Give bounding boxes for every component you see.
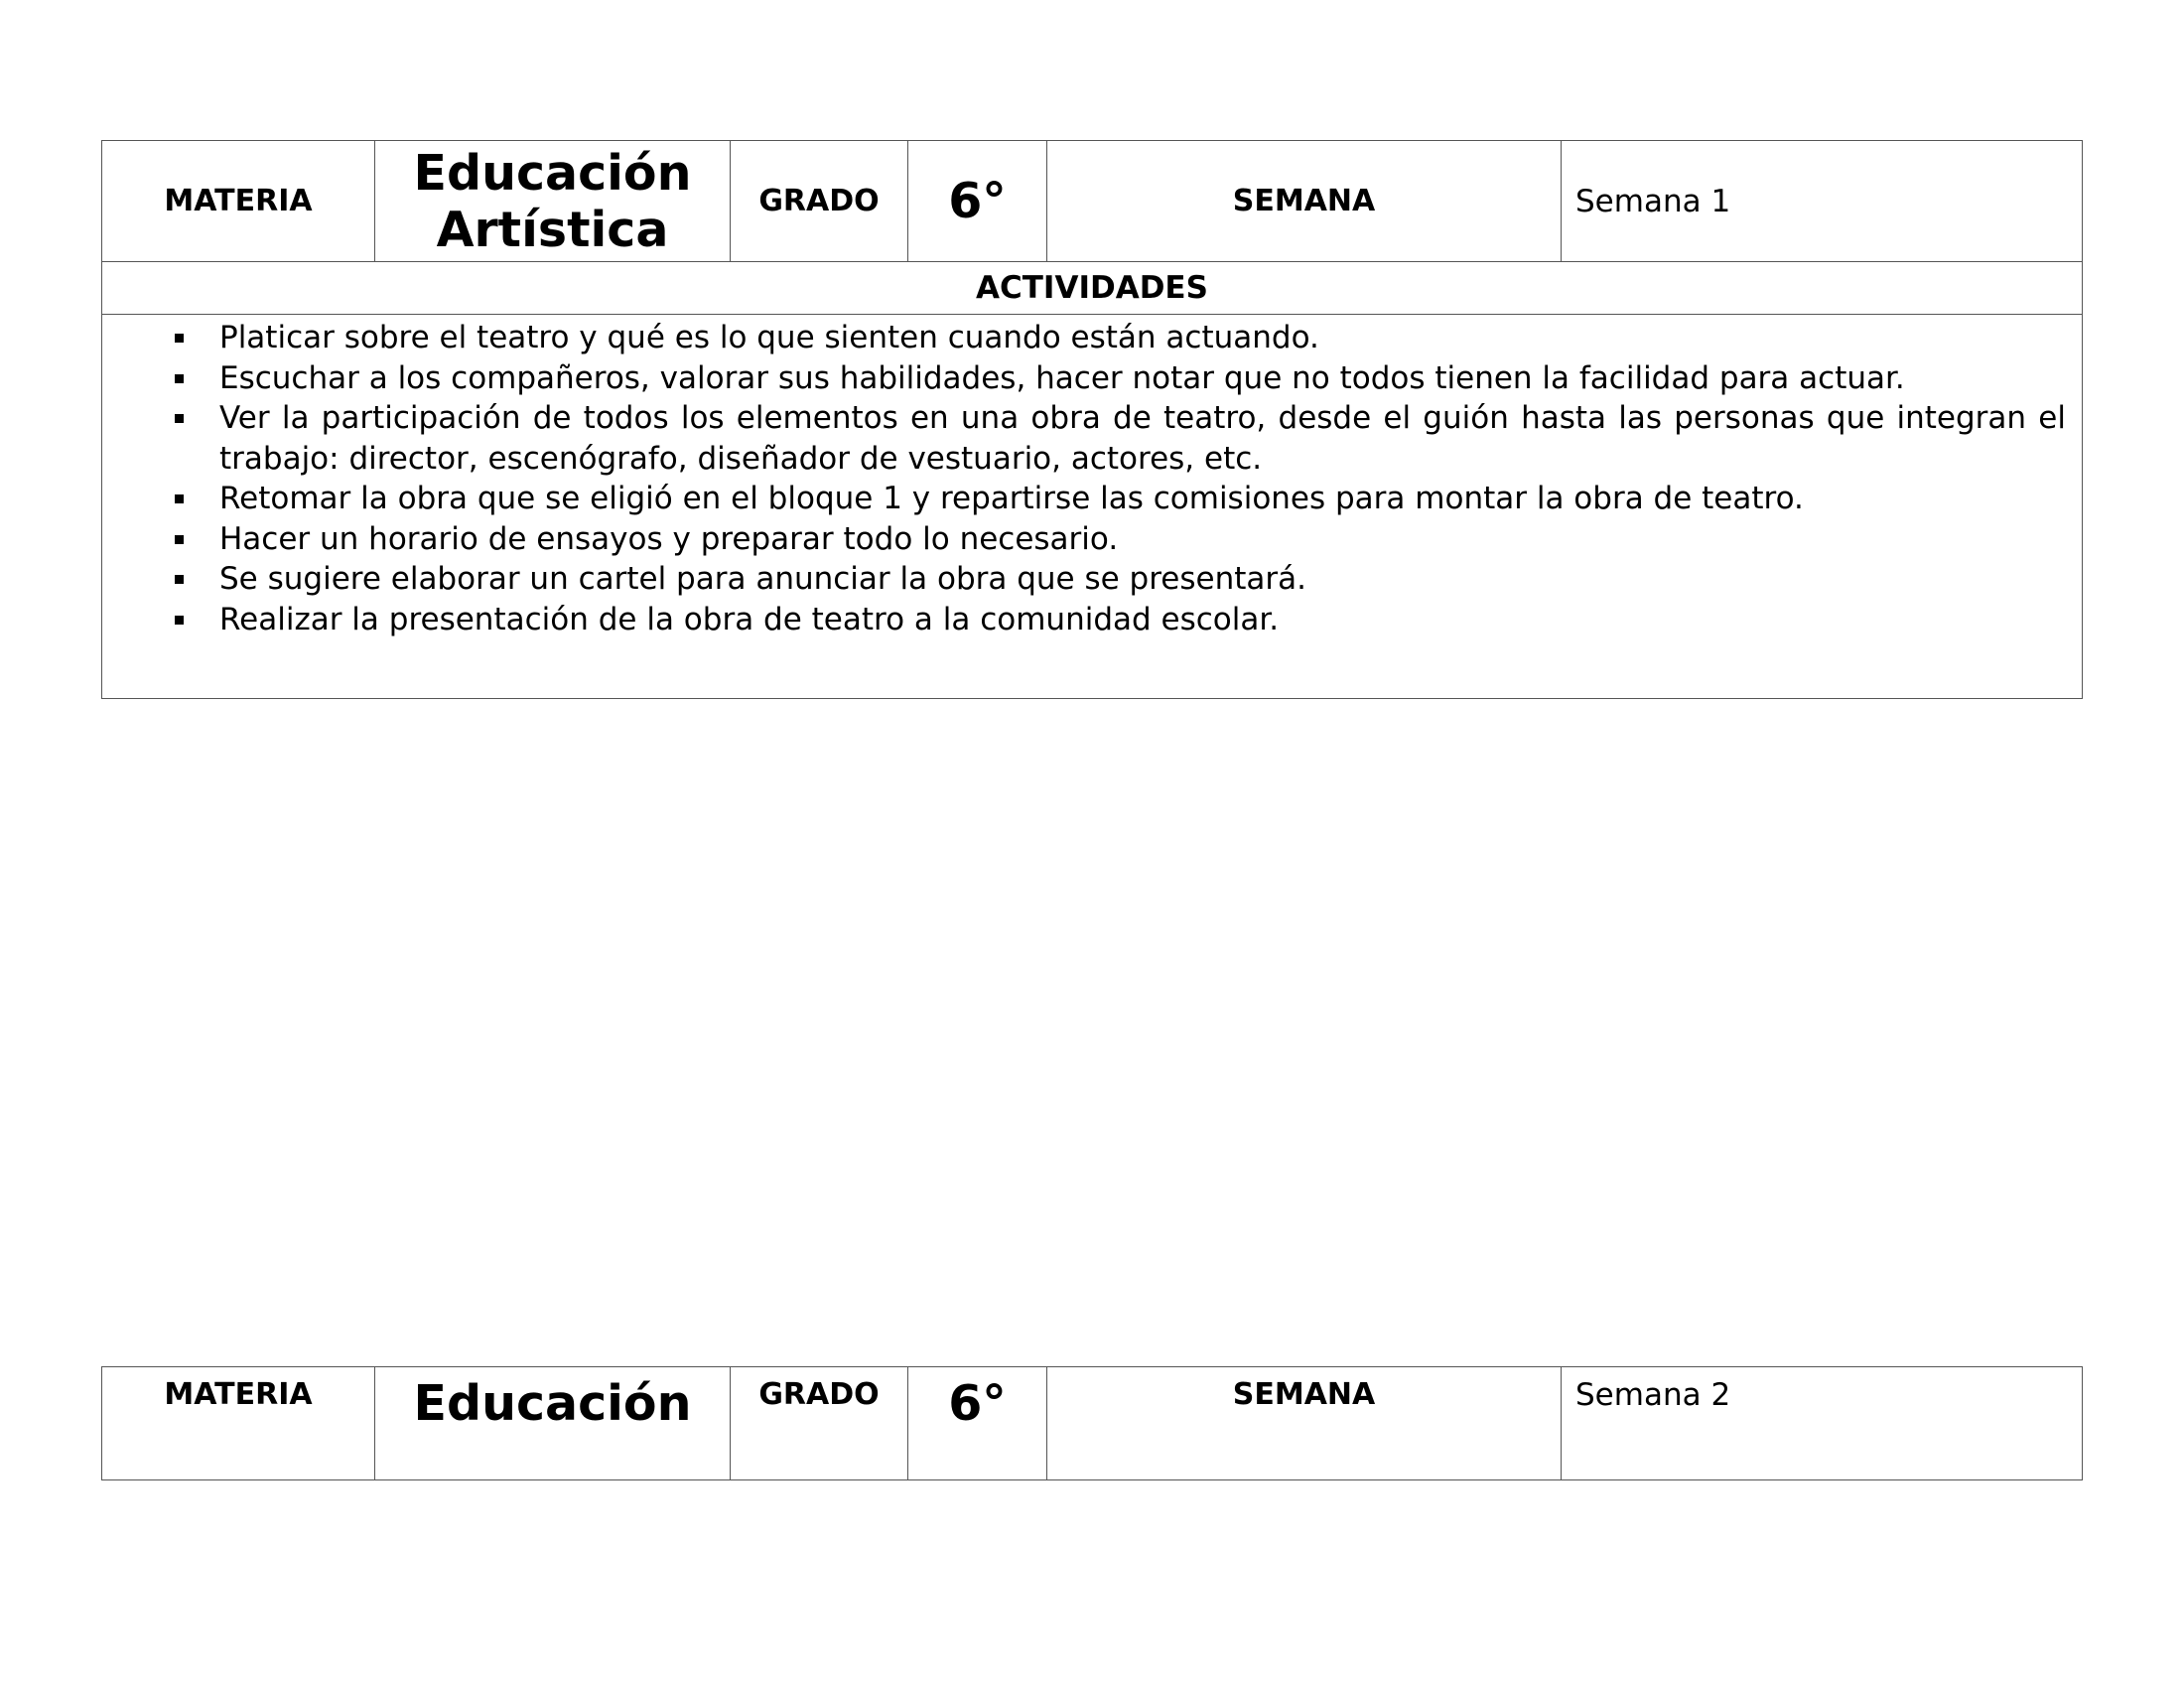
header-row <box>102 141 2083 262</box>
activity-item: Escuchar a los compañeros, valorar sus habilidades, hacer notar que no todos tienen la facilidad para actuar. <box>219 358 2066 399</box>
subject-line-1: Educación <box>413 144 692 202</box>
week-value: Semana 1 <box>1562 141 2083 262</box>
activities-title-row <box>102 262 2083 315</box>
semana-label: SEMANA <box>1047 141 1562 262</box>
materia-label: MATERIA <box>102 141 375 262</box>
materia-label: MATERIA <box>102 1367 375 1480</box>
grade-value: 6° <box>908 141 1047 262</box>
lesson-plan-table-week-1 <box>101 140 2083 699</box>
activity-item: Realizar la presentación de la obra de teatro a la comunidad escolar. <box>219 600 2066 640</box>
semana-label: SEMANA <box>1047 1367 1562 1480</box>
grado-label: GRADO <box>731 141 908 262</box>
activity-item: Se sugiere elaborar un cartel para anunciar la obra que se presentará. <box>219 559 2066 600</box>
week-value: Semana 2 <box>1562 1367 2083 1480</box>
activity-item: Ver la participación de todos los elementos en una obra de teatro, desde el guión hasta las personas que integran el trabajo: director, escenógrafo, diseñador de vestuario, actores, etc. <box>219 398 2066 479</box>
grade-value: 6° <box>908 1367 1047 1480</box>
activity-item: Platicar sobre el teatro y qué es lo que sienten cuando están actuando. <box>219 318 2066 358</box>
activities-row <box>102 315 2083 699</box>
lesson-plan-table-week-2 <box>101 1366 2083 1480</box>
subject-name <box>375 1367 731 1480</box>
activity-item: Retomar la obra que se eligió en el bloque 1 y repartirse las comisiones para montar la obra de teatro. <box>219 479 2066 519</box>
activity-item: Hacer un horario de ensayos y preparar todo lo necesario. <box>219 519 2066 560</box>
subject-line-2: Artística <box>436 201 669 258</box>
header-row <box>102 1367 2083 1480</box>
activities-list <box>102 318 2066 639</box>
subject-line-1: Educación <box>413 1375 692 1432</box>
activities-cell <box>102 315 2083 699</box>
subject-name <box>375 141 731 262</box>
activities-title: ACTIVIDADES <box>102 262 2083 315</box>
grado-label: GRADO <box>731 1367 908 1480</box>
